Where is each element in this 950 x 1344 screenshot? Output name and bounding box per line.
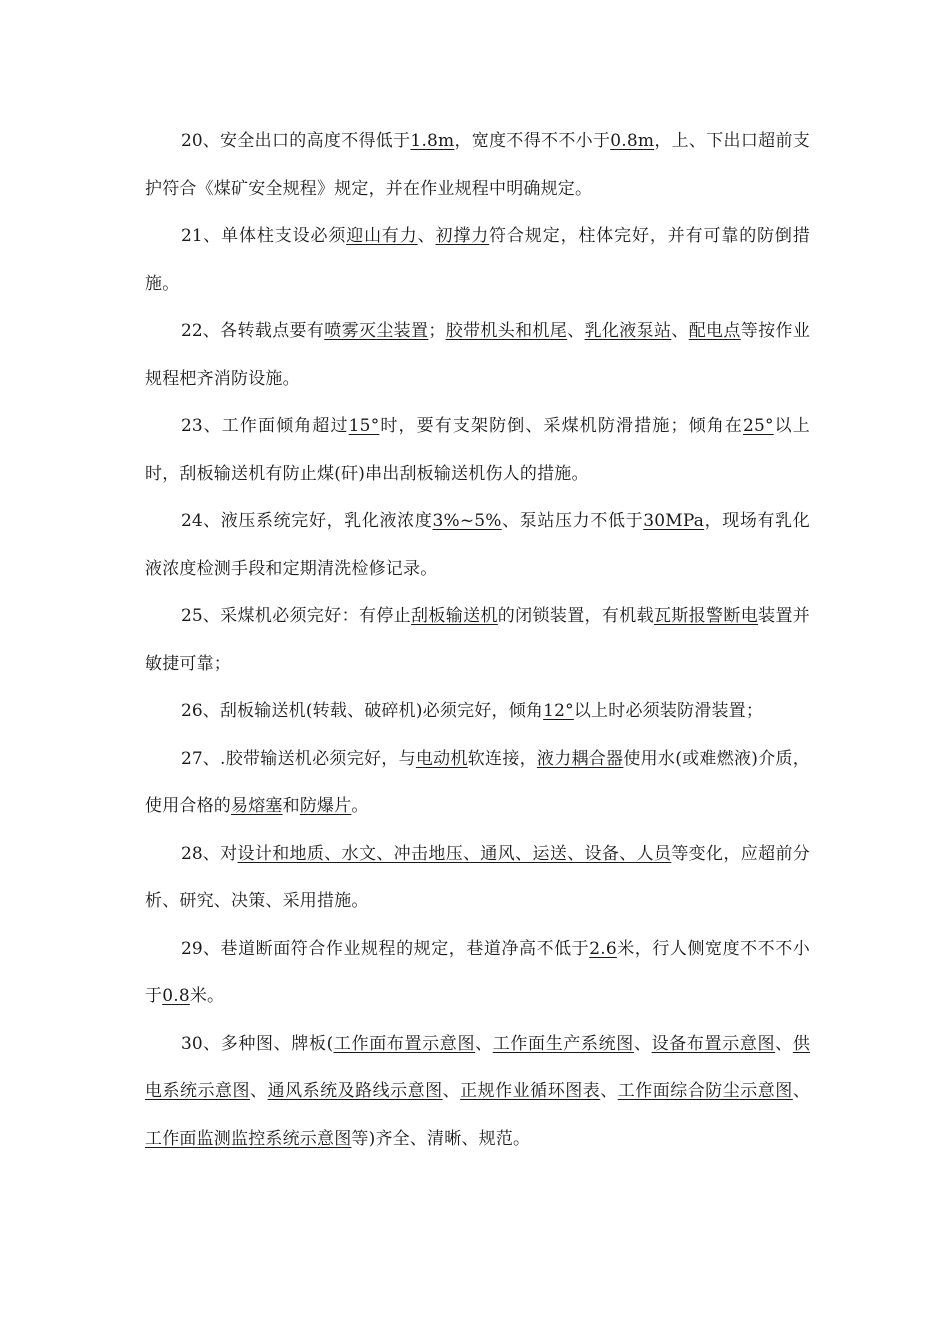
item-text: 、	[600, 1081, 618, 1101]
underlined-term: 设备布置示意图	[651, 1033, 776, 1054]
item-text: 使用水(或难燃液)介质，使用合格的	[145, 748, 810, 816]
underlined-term: 0.8m	[610, 131, 655, 151]
underlined-term: 通风系统及路线示意图	[267, 1081, 443, 1101]
item-number: 29	[181, 938, 203, 959]
underlined-term: 2.6	[589, 938, 617, 959]
requirement-item	[145, 308, 810, 403]
item-text: 装置并敏捷可靠；	[145, 606, 810, 674]
requirement-item	[145, 926, 810, 1021]
item-text: 和	[282, 796, 300, 816]
underlined-term: 15°	[348, 416, 380, 436]
item-text: 、多种图、牌板(	[202, 1033, 334, 1054]
item-text: ；	[428, 321, 446, 341]
underlined-term: 30MPa	[643, 511, 705, 531]
item-text: 、	[792, 1081, 811, 1101]
underlined-term: 刮板输送机	[411, 606, 498, 626]
underlined-term: 工作面监测监控系统示意图	[145, 1128, 352, 1149]
item-number: 23	[181, 416, 203, 436]
item-number: 24	[181, 511, 203, 531]
underlined-term: 工作面生产系统图	[492, 1033, 634, 1054]
underlined-term: 防爆片	[299, 796, 352, 816]
item-text: 的闭锁装置，有机载	[497, 606, 654, 626]
underlined-term: 胶带机头和机尾	[445, 321, 568, 341]
item-text: 、	[417, 226, 436, 246]
item-number: 22	[181, 321, 203, 341]
underlined-term: 瓦斯报警断电	[653, 606, 759, 626]
underlined-term: 电动机	[415, 748, 468, 769]
underlined-term: 喷雾灭尘装置	[324, 321, 429, 341]
item-text: 、单体柱支设必须	[202, 226, 347, 246]
item-text: 、	[250, 1081, 268, 1101]
item-text: 符合规定，柱体完好，并有可靠的防倒措施。	[145, 226, 810, 294]
underlined-term: 3%~5%	[432, 511, 502, 531]
item-text: 、.胶带输送机必须完好，与	[202, 748, 416, 769]
item-text: 、	[633, 1033, 652, 1054]
requirement-item	[145, 403, 810, 498]
item-text: 米。	[189, 986, 225, 1006]
underlined-term: 易熔塞	[231, 796, 283, 816]
underlined-term: 工作面综合防尘示意图	[617, 1081, 793, 1101]
item-text: 、巷道断面符合作业规程的规定，巷道净高不低于	[202, 938, 590, 959]
item-number: 30	[181, 1033, 203, 1054]
item-text: 、	[775, 1033, 793, 1054]
underlined-term: 液力耦合器	[536, 748, 624, 769]
underlined-term: 配电点	[688, 321, 741, 341]
item-text: 、刮板输送机(转载、破碎机)必须完好，倾角	[202, 701, 544, 721]
item-text: 、	[442, 1081, 461, 1101]
item-text: 、液压系统完好，乳化液浓度	[202, 511, 433, 531]
requirement-list	[145, 118, 810, 1163]
underlined-term: 工作面布置示意图	[333, 1033, 476, 1054]
item-text: 、	[671, 321, 689, 341]
underlined-term: 0.8	[162, 986, 190, 1006]
document-page	[145, 118, 810, 1163]
underlined-term: 初撑力	[435, 226, 490, 246]
item-text: 等变化，应超前分析、研究、决策、采用措施。	[145, 843, 810, 911]
requirement-item	[145, 118, 810, 213]
requirement-item	[145, 831, 810, 926]
underlined-term: 1.8m	[410, 131, 455, 151]
underlined-term: 乳化液泵站	[584, 321, 672, 341]
item-text: 。	[351, 796, 369, 816]
item-number: 26	[181, 701, 203, 721]
item-text: 以上时，刮板输送机有防止煤(矸)串出刮板输送机伤人的措施。	[145, 416, 811, 484]
requirement-item	[145, 736, 810, 831]
item-text: 等)齐全、清晰、规范。	[351, 1128, 531, 1149]
item-text: 时，要有支架防倒、采煤机防滑措施；倾角在	[379, 416, 743, 436]
item-text: 以上时必须装防滑装置；	[573, 701, 764, 721]
item-text: 、	[475, 1033, 493, 1054]
item-text: 等按作业规程杷齐消防设施。	[145, 321, 811, 389]
item-text: ，宽度不得不不小于	[454, 131, 611, 151]
requirement-item	[145, 498, 810, 593]
item-text: 米，行人侧宽度不不不小于	[145, 938, 810, 1006]
item-number: 27	[181, 748, 203, 769]
item-text: ，现场有乳化液浓度检测手段和定期清洗检修记录。	[145, 511, 810, 579]
item-number: 20	[181, 131, 203, 151]
item-text: 、采煤机必须完好：有停止	[202, 606, 412, 626]
underlined-term: 供电系统示意图	[145, 1033, 811, 1101]
item-text: 软连接，	[467, 748, 537, 769]
item-text: 、各转载点要有	[202, 321, 325, 341]
item-text: 、安全出口的高度不得低于	[202, 131, 411, 151]
requirement-item	[145, 1021, 810, 1164]
underlined-term: 12°	[543, 701, 574, 721]
requirement-item	[145, 593, 810, 688]
underlined-term: 设计和地质、水文、冲击地压、通风、运送、设备、人员	[237, 843, 672, 864]
item-text: 、	[567, 321, 585, 341]
requirement-item	[145, 213, 810, 308]
underlined-term: 迎山有力	[346, 226, 418, 246]
item-number: 25	[181, 606, 203, 626]
item-number: 21	[181, 226, 203, 246]
item-number: 28	[181, 843, 203, 864]
underlined-term: 正规作业循环图表	[460, 1081, 601, 1101]
item-text: 、对	[202, 843, 238, 864]
item-text: ，上、下出口超前支护符合《煤矿安全规程》规定，并在作业规程中明确规定。	[145, 131, 810, 199]
underlined-term: 25°	[743, 416, 774, 436]
item-text: 、泵站压力不低于	[501, 511, 644, 531]
requirement-item	[145, 688, 810, 736]
item-text: 、工作面倾角超过	[202, 416, 349, 436]
